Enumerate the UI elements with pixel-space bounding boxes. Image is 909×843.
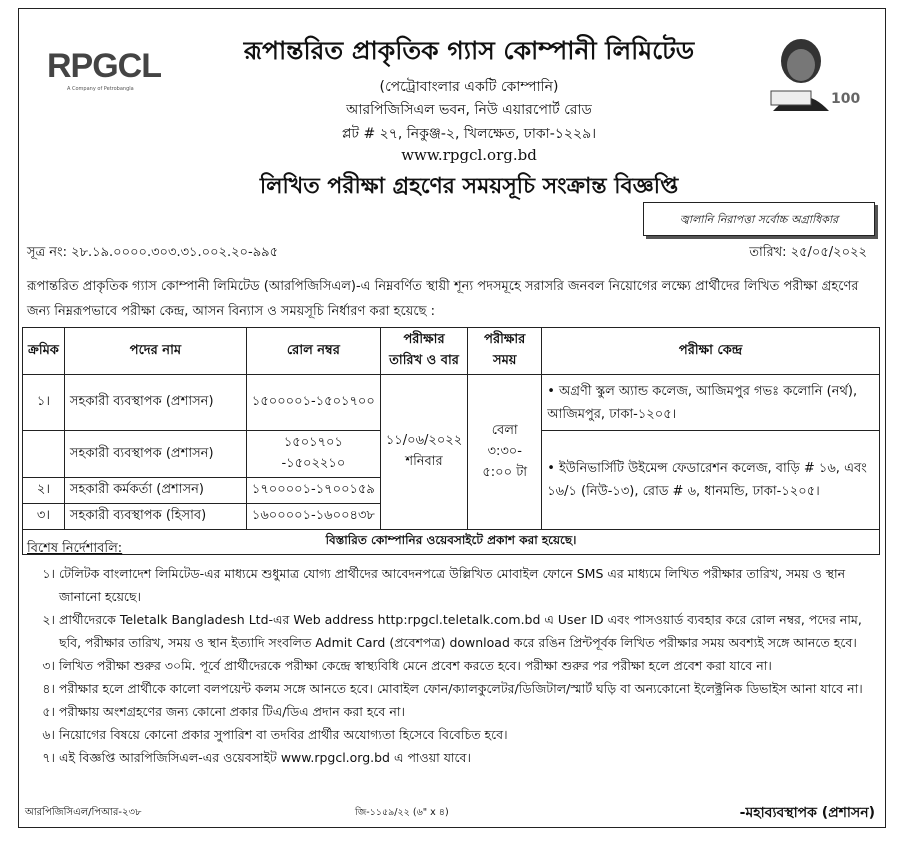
- center-1-text: অগ্রণী স্কুল অ্যান্ড কলেজ, আজিমপুর গভঃ কলোনি (নর্থ), আজিমপুর, ঢাকা-১২০৫।: [547, 383, 858, 422]
- center-2-text: ইউনিভার্সিটি উইমেন্স ফেডারেশন কলেজ, বাড়ি # ১৬, এবং ১৬/১ (নিউ-১৩), রোড # ৬, ধানমন্ডি, ঢাকা-১২০৫।: [547, 461, 867, 499]
- list-item: [29, 562, 877, 608]
- item-text: টেলিটক বাংলাদেশ লিমিটেড-এর মাধ্যমে শুধুমাত্র যোগ্য প্রার্থীদের আবেদনপত্রে উল্লিখিত মোবাইল ফোনে SMS এর মাধ্যমে লিখিত পরীক্ষার তারিখ, সময় ও স্থান জানানো হয়েছে।: [59, 566, 846, 604]
- row-serial: [23, 431, 65, 478]
- row-post: সহকারী ব্যবস্থাপক (প্রশাসন): [64, 375, 246, 431]
- company-name: রূপান্তরিত প্রাকৃতিক গ্যাস কোম্পানী লিমিটেড: [243, 36, 695, 65]
- exam-date: ১১/০৬/২০২২: [385, 433, 463, 448]
- list-item: [29, 700, 877, 723]
- table-footnote: বিস্তারিত কোম্পানির ওয়েবসাইটে প্রকাশ করা হয়েছে।: [23, 530, 880, 555]
- company-subtitle: (পেট্রোবাংলার একটি কোম্পানি): [379, 79, 559, 95]
- item-text: এই বিজ্ঞপ্তি আরপিজিসিএল-এর ওয়েবসাইট www.rpgcl.org.bd এ পাওয়া যাবে।: [59, 750, 471, 765]
- exam-time-line1: বেলা ৩:৩০-: [487, 422, 522, 459]
- item-number: ৭।: [42, 750, 55, 765]
- motto-box: জ্বালানি নিরাপত্তা সর্বোচ্চ অগ্রাধিকার: [643, 202, 875, 236]
- footer-reference: আরপিজিসিএল/পিআর-২৩৮: [25, 807, 142, 818]
- item-text: পরীক্ষার হলে প্রার্থীকে কালো বলপয়েন্ট কলম সঙ্গে আনতে হবে। মোবাইল ফোন/ক্যালকুলেটর/ডিজিটাল/স্মার্ট ঘড়ি বা অন্যকোনো ইলেক্ট্রনিক ডিভাইস আনা যাবে না।: [59, 681, 863, 696]
- header-exam-date: [380, 328, 467, 375]
- list-item: [29, 746, 877, 769]
- exam-center-2: • ইউনিভার্সিটি উইমেন্স ফেডারেশন কলেজ, বাড়ি # ১৬, এবং ১৬/১ (নিউ-১৩), রোড # ৬, ধানমন্ডি, ঢাকা-১২০৫।: [542, 431, 880, 530]
- exam-schedule-table: [22, 327, 880, 555]
- address-line-2: প্লট # ২৭, নিকুঞ্জ-২, খিলক্ষেত, ঢাকা-১২২৯।: [341, 126, 597, 142]
- item-number: ৩।: [42, 658, 55, 673]
- item-number: ৫।: [42, 704, 55, 719]
- row-roll: ১৫০১৭০১ -১৫০২২১০: [246, 431, 380, 478]
- row-post: সহকারী ব্যবস্থাপক (হিসাব): [64, 504, 246, 530]
- notice-title: লিখিত পরীক্ষা গ্রহণের সময়সূচি সংক্রান্ত বিজ্ঞপ্তি: [259, 174, 679, 199]
- company-website: www.rpgcl.org.bd: [401, 146, 537, 164]
- row-serial: ১।: [23, 375, 65, 431]
- intro-paragraph: রূপান্তরিত প্রাকৃতিক গ্যাস কোম্পানী লিমিটেড (আরপিজিসিএল)-এ নিম্নবর্ণিত স্থায়ী শূন্য পদসমূহে সরাসরি জনবল নিয়োগের লক্ষ্যে প্রার্থীদের লিখিত পরীক্ষা গ্রহণের জন্য নিম্নরূপভাবে পরীক্ষা কেন্দ্র, আসন বিন্যাস ও সময়সূচি নির্ধারণ করা হয়েছে :: [27, 279, 859, 319]
- item-number: ২।: [42, 612, 55, 627]
- instructions-list: [29, 562, 877, 769]
- item-number: ৪।: [42, 681, 55, 696]
- mujib-centenary-portrait: [761, 31, 871, 111]
- notice-date: তারিখ: ২৫/০৫/২০২২: [749, 245, 867, 260]
- instructions-title: বিশেষ নির্দেশাবলি:: [27, 541, 123, 556]
- header-time-line1: পরীক্ষার: [484, 332, 526, 347]
- table-footnote-row: [23, 530, 880, 555]
- logo-text: RPGCL: [47, 47, 161, 85]
- table-header-row: [23, 328, 880, 375]
- exam-day: শনিবার: [405, 454, 443, 469]
- exam-date-cell: [380, 375, 467, 530]
- list-item: [29, 723, 877, 746]
- list-item: [29, 654, 877, 677]
- exam-time-cell: [468, 375, 542, 530]
- signature-line: -মহাব্যবস্থাপক (প্রশাসন): [739, 805, 875, 821]
- row-roll: ১৬০০০০১-১৬০০৪৩৮: [246, 504, 380, 530]
- row-post: সহকারী ব্যবস্থাপক (প্রশাসন): [64, 431, 246, 478]
- footer-size-code: জি-১১৫৯/২২ (৬" x ৪): [355, 807, 449, 818]
- header-center: পরীক্ষা কেন্দ্র: [542, 328, 880, 375]
- header-exam-time: [468, 328, 542, 375]
- row-serial: ২।: [23, 478, 65, 504]
- row-roll: ১৭০০০০১-১৭০০১৫৯: [246, 478, 380, 504]
- logo-subtext: A Company of Petrobangla: [67, 86, 134, 92]
- exam-time-line2: ৫:০০ টা: [482, 464, 528, 480]
- notice-page: [18, 8, 886, 828]
- row-post: সহকারী কর্মকর্তা (প্রশাসন): [64, 478, 246, 504]
- header-time-line2: সময়: [492, 353, 517, 368]
- row-roll: ১৫০০০০১-১৫০১৭০০: [246, 375, 380, 431]
- header-date-line1: পরীক্ষার: [403, 332, 445, 347]
- header-roll: রোল নম্বর: [246, 328, 380, 375]
- address-line-1: আরপিজিসিএল ভবন, নিউ এয়ারপোর্ট রোড: [346, 102, 592, 118]
- list-item: [29, 608, 877, 654]
- reference-number: সূত্র নং: ২৮.১৯.০০০০.৩০৩.৩১.০০২.২০-৯৯৫: [27, 245, 279, 260]
- item-text: নিয়োগের বিষয়ে কোনো প্রকার সুপারিশ বা তদবির প্রার্থীর অযোগ্যতা হিসেবে বিবেচিত হবে।: [59, 727, 508, 742]
- item-text: প্রার্থীদেরকে Teletalk Bangladesh Ltd-এর Web address http:rpgcl.teletalk.com.bd এ User ID এবং পাসওয়ার্ড ব্যবহার করে রোল নম্বর, পদের নাম, ছবি, পরীক্ষার তারিখ, সময় ও স্থান ইত্যাদি সংবলিত Admit Card (প্রবেশপত্র) download করে রঙিন প্রিন্টপূর্বক লিখিত পরীক্ষার সময় অবশ্যই সঙ্গে আনতে হবে।: [59, 612, 862, 650]
- row-serial: ৩।: [23, 504, 65, 530]
- company-logo: [47, 47, 167, 92]
- header-post: পদের নাম: [64, 328, 246, 375]
- header-date-line2: তারিখ ও বার: [389, 353, 459, 368]
- item-number: ১।: [42, 566, 55, 581]
- list-item: [29, 677, 877, 700]
- item-number: ৬।: [42, 727, 55, 742]
- table-row: [23, 375, 880, 431]
- svg-text:100: 100: [831, 91, 861, 107]
- item-text: পরীক্ষায় অংশগ্রহণের জন্য কোনো প্রকার টিএ/ডিএ প্রদান করা হবে না।: [59, 704, 405, 719]
- item-text: লিখিত পরীক্ষা শুরুর ৩০মি. পূর্বে প্রার্থীদেরকে পরীক্ষা কেন্দ্রে স্বাস্থ্যবিধি মেনে প্রবেশ করতে হবে। পরীক্ষা শুরুর পর পরীক্ষা হলে প্রবেশ করা যাবে না।: [59, 658, 772, 673]
- exam-center-1: • অগ্রণী স্কুল অ্যান্ড কলেজ, আজিমপুর গভঃ কলোনি (নর্থ), আজিমপুর, ঢাকা-১২০৫।: [542, 375, 880, 431]
- header-serial: ক্রমিক: [23, 328, 65, 375]
